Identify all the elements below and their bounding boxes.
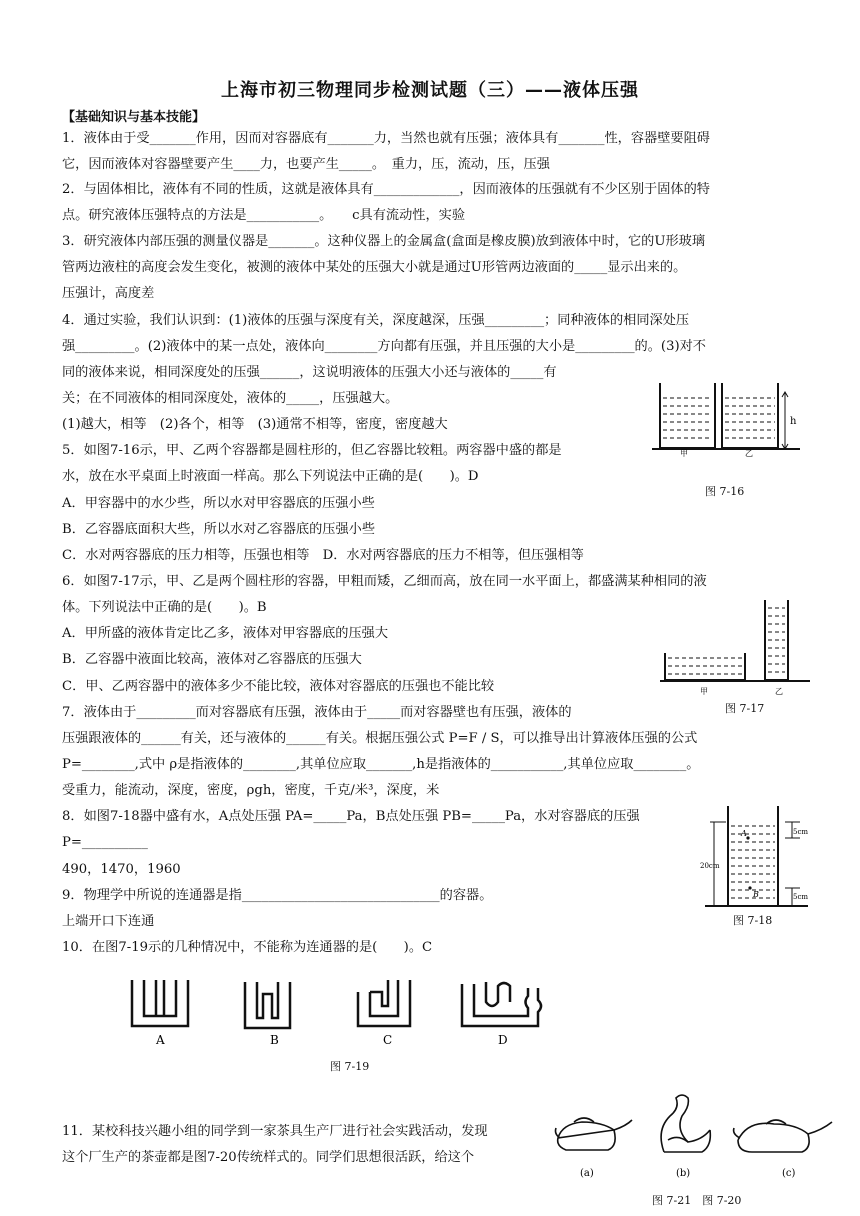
- text-line: 点。研究液体压强特点的方法是___________。 c具有流动性，实验: [62, 208, 466, 223]
- label-20cm: 20cm: [700, 862, 720, 870]
- text-line: 5．如图7-16示，甲、乙两个容器都是圆柱形的，但乙容器比较粗。两容器中盛的都是: [62, 443, 562, 458]
- jia-label: 甲: [680, 449, 688, 458]
- label-5cm-bottom: 5cm: [793, 893, 809, 901]
- text-line: 11．某校科技兴趣小组的同学到一家茶具生产厂进行社会实践活动，发现: [62, 1124, 488, 1139]
- figure-7-17: [660, 598, 820, 698]
- text-line: (1)越大，相等 (2)各个，相等 (3)通常不相等，密度，密度越大: [62, 417, 448, 432]
- figure-7-16: [650, 378, 810, 458]
- label-5cm-top: 5cm: [793, 828, 809, 836]
- label-b: (b): [676, 1168, 691, 1179]
- figure-7-19: [120, 972, 560, 1052]
- text-line: C．水对两容器底的压力相等，压强也相等 D．水对两容器底的压力不相等，但压强相等: [62, 548, 584, 563]
- text-line: 4．通过实验，我们认识到：(1)液体的压强与深度有关，深度越深，压强_________；同种液体的相同深处压: [62, 313, 690, 328]
- caption-7-19: 图 7-19: [330, 1060, 370, 1073]
- text-line: 3．研究液体内部压强的测量仪器是_______。这种仪器上的金属盒(盒面是橡皮膜)放到液体中时，它的U形玻璃: [62, 234, 706, 249]
- text-line: 7．液体由于_________而对容器底有压强，液体由于_____而对容器壁也有压强，液体的: [62, 705, 572, 720]
- text-line: P=__________: [62, 835, 148, 850]
- text-line: B．乙容器底面积大些，所以水对乙容器底的压强小些: [62, 522, 376, 537]
- label-b: B: [270, 1033, 279, 1047]
- label-a: A: [156, 1033, 165, 1047]
- caption-7-16: 图 7-16: [705, 485, 745, 498]
- text-line: 关；在不同液体的相同深度处，液体的_____，压强越大。: [62, 391, 399, 406]
- text-line: 2．与固体相比，液体有不同的性质，这就是液体具有_____________，因而液体的压强就有不少区别于固体的特: [62, 182, 710, 197]
- text-line: 6．如图7-17示，甲、乙是两个圆柱形的容器，甲粗而矮，乙细而高，放在同一水平面上，都盛满某种相同的液: [62, 574, 707, 589]
- text-line: P=________,式中 ρ是指液体的________,其单位应取_______,h是指液体的___________,其单位应取________。: [62, 757, 700, 772]
- page-title: 上海市初三物理同步检测试题（三）——液体压强: [221, 80, 639, 101]
- label-c: C: [383, 1033, 393, 1047]
- label-a: A: [741, 829, 747, 838]
- text-line: 管两边液柱的高度会发生变化，被测的液体中某处的压强大小就是通过U形管两边液面的_____显示出来的。: [62, 260, 687, 275]
- text-line: 它，因而液体对容器壁要产生____力，也要产生_____。 重力，压，流动，压，压强: [62, 157, 550, 172]
- text-line: 1．液体由于受_______作用，因而对容器底有_______力，当然也就有压强；液体具有_______性，容器壁要阻碍: [62, 131, 710, 146]
- text-line: 10．在图7-19示的几种情况中，不能称为连通器的是( )。C: [62, 940, 433, 955]
- caption-7-18: 图 7-18: [733, 914, 773, 927]
- label-b: B: [753, 890, 759, 899]
- label-d: D: [498, 1033, 508, 1047]
- caption-7-20: 图 7-21 图 7-20: [652, 1194, 742, 1207]
- text-line: 受重力，能流动，深度，密度，ρgh，密度，千克/米³，深度，米: [62, 783, 440, 798]
- jia-label: 甲: [700, 687, 708, 696]
- figure-7-20-teapots: [552, 1090, 837, 1188]
- point-b: [748, 886, 751, 889]
- yi-label: 乙: [775, 687, 783, 696]
- text-line: 体。下列说法中正确的是( )。B: [62, 600, 267, 615]
- section-heading: 【基础知识与基本技能】: [62, 110, 206, 125]
- label-a: (a): [580, 1168, 594, 1179]
- h-label: h: [790, 416, 797, 427]
- caption-7-17: 图 7-17: [725, 702, 765, 715]
- label-c: (c): [782, 1168, 796, 1179]
- text-line: A．甲所盛的液体肯定比乙多，液体对甲容器底的压强大: [62, 626, 389, 641]
- point-a: [746, 836, 749, 839]
- text-line: 强_________。(2)液体中的某一点处，液体向________方向都有压强，并且压强的大小是_________的。(3)对不: [62, 339, 706, 354]
- text-line: 这个厂生产的茶壶都是图7-20传统样式的。同学们思想很活跃，给这个: [62, 1150, 475, 1165]
- figure-7-18: [700, 798, 810, 910]
- text-line: 水，放在水平桌面上时液面一样高。那么下列说法中正确的是( )。D: [62, 469, 479, 484]
- text-line: B．乙容器中液面比较高，液体对乙容器底的压强大: [62, 652, 362, 667]
- text-line: 9．物理学中所说的连通器是指______________________________的容器。: [62, 888, 493, 903]
- text-line: 压强计，高度差: [62, 286, 155, 301]
- text-line: 压强跟液体的______有关，还与液体的______有关。根据压强公式 P=F / S，可以推导出计算液体压强的公式: [62, 731, 698, 746]
- text-line: C．甲、乙两容器中的液体多少不能比较，液体对容器底的压强也不能比较: [62, 679, 495, 694]
- yi-label: 乙: [745, 449, 753, 458]
- text-line: 同的液体来说，相同深度处的压强______，这说明液体的压强大小还与液体的_____有: [62, 365, 557, 380]
- text-line: 490，1470，1960: [62, 862, 181, 877]
- text-line: A．甲容器中的水少些，所以水对甲容器底的压强小些: [62, 496, 375, 511]
- text-line: 8．如图7-18器中盛有水，A点处压强 PA=_____Pa，B点处压强 PB=_____Pa，水对容器底的压强: [62, 809, 640, 824]
- text-line: 上端开口下连通: [62, 914, 155, 929]
